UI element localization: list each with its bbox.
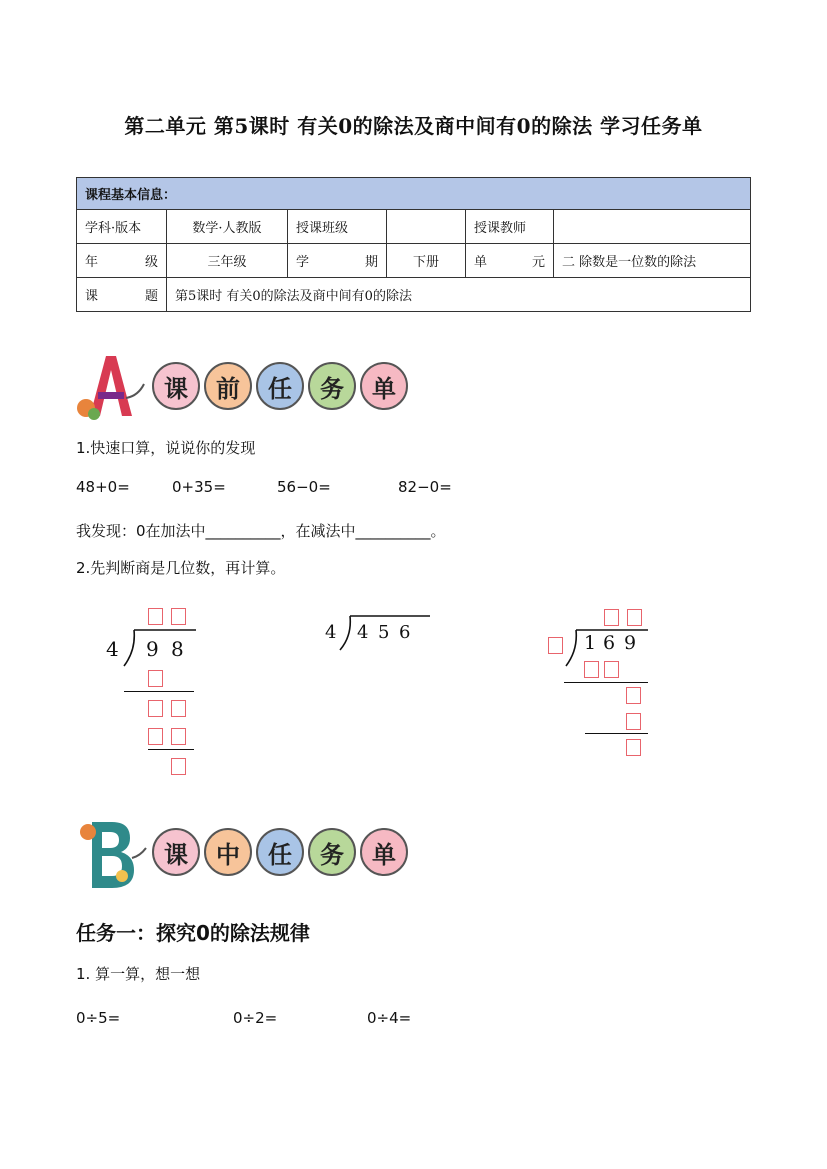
answer-box[interactable]: [604, 661, 619, 678]
answer-box[interactable]: [626, 687, 641, 704]
answer-box[interactable]: [171, 700, 186, 717]
letter-a-logo: [76, 352, 148, 420]
divisor-digit: 4: [325, 622, 337, 643]
banner-b-char-4: 务: [308, 828, 356, 876]
dividend-digit: 4: [357, 622, 369, 643]
dividend-digit: 5: [378, 622, 390, 643]
unit-value: 二 除数是一位数的除法: [554, 244, 751, 278]
answer-box[interactable]: [171, 608, 186, 625]
answer-box[interactable]: [148, 728, 163, 745]
topic-value: 第5课时 有关0的除法及商中间有0的除法: [167, 278, 751, 312]
subject-label: 学科·版本: [77, 210, 167, 244]
task-1-subheading: 1. 算一算，想一想: [76, 965, 201, 983]
answer-box[interactable]: [626, 713, 641, 730]
question-2: 2.先判断商是几位数，再计算。: [76, 559, 286, 577]
question-1: 1.快速口算，说说你的发现: [76, 439, 256, 457]
answer-box[interactable]: [627, 609, 642, 626]
answer-box[interactable]: [148, 608, 163, 625]
course-info-table: [76, 177, 751, 312]
term-label: 学 期: [296, 255, 378, 270]
section-a-banner: [76, 352, 408, 420]
table-header: 课程基本信息：: [77, 178, 751, 210]
banner-a-char-2: 前: [204, 362, 252, 410]
dividend-digit: 6: [399, 622, 411, 643]
banner-a-char-1: 课: [152, 362, 200, 410]
letter-b-logo: [76, 818, 148, 886]
grade-value: 三年级: [167, 244, 288, 278]
answer-box[interactable]: [626, 739, 641, 756]
banner-b-char-2: 中: [204, 828, 252, 876]
topic-label: 课 题: [85, 289, 158, 304]
class-label: 授课班级: [288, 210, 387, 244]
banner-b-char-1: 课: [152, 828, 200, 876]
answer-box[interactable]: [148, 700, 163, 717]
teacher-value: [554, 210, 751, 244]
divisor-digit: 4: [106, 637, 119, 661]
banner-a-char-4: 务: [308, 362, 356, 410]
dividend-digit: 9: [146, 637, 159, 661]
task-1-heading: 任务一：探究0的除法规律: [76, 921, 310, 945]
calc-b-1: 0÷5=: [76, 1009, 121, 1027]
dividend-digit: 8: [171, 637, 184, 661]
calc-a-4: 82−0=: [398, 478, 452, 496]
term-value: 下册: [387, 244, 466, 278]
grade-label: 年 级: [85, 255, 158, 270]
finding-line: 我发现：0在加法中__________，在减法中__________。: [76, 522, 446, 540]
calc-b-3: 0÷4=: [367, 1009, 412, 1027]
answer-box[interactable]: [171, 728, 186, 745]
answer-box[interactable]: [548, 637, 563, 654]
division-line: [148, 749, 194, 750]
class-value: [387, 210, 466, 244]
calc-a-3: 56−0=: [277, 478, 331, 496]
answer-box[interactable]: [584, 661, 599, 678]
unit-label: 单 元: [474, 255, 545, 270]
page-title: 第二单元 第5课时 有关0的除法及商中间有0的除法 学习任务单: [124, 114, 703, 138]
banner-b-char-5: 单: [360, 828, 408, 876]
banner-a-char-3: 任: [256, 362, 304, 410]
section-b-banner: [76, 818, 408, 886]
subject-value: 数学·人教版: [167, 210, 288, 244]
calc-a-2: 0+35=: [172, 478, 226, 496]
dividend-digit: 1: [584, 632, 597, 654]
answer-box[interactable]: [148, 670, 163, 687]
calc-b-2: 0÷2=: [233, 1009, 278, 1027]
answer-box[interactable]: [171, 758, 186, 775]
division-line: [585, 733, 648, 734]
dividend-digit: 6: [603, 632, 616, 654]
banner-b-char-3: 任: [256, 828, 304, 876]
calc-a-1: 48+0=: [76, 478, 130, 496]
banner-a-char-5: 单: [360, 362, 408, 410]
teacher-label: 授课教师: [466, 210, 554, 244]
answer-box[interactable]: [604, 609, 619, 626]
dividend-digit: 9: [624, 632, 637, 654]
division-line: [124, 691, 194, 692]
division-line: [564, 682, 648, 683]
